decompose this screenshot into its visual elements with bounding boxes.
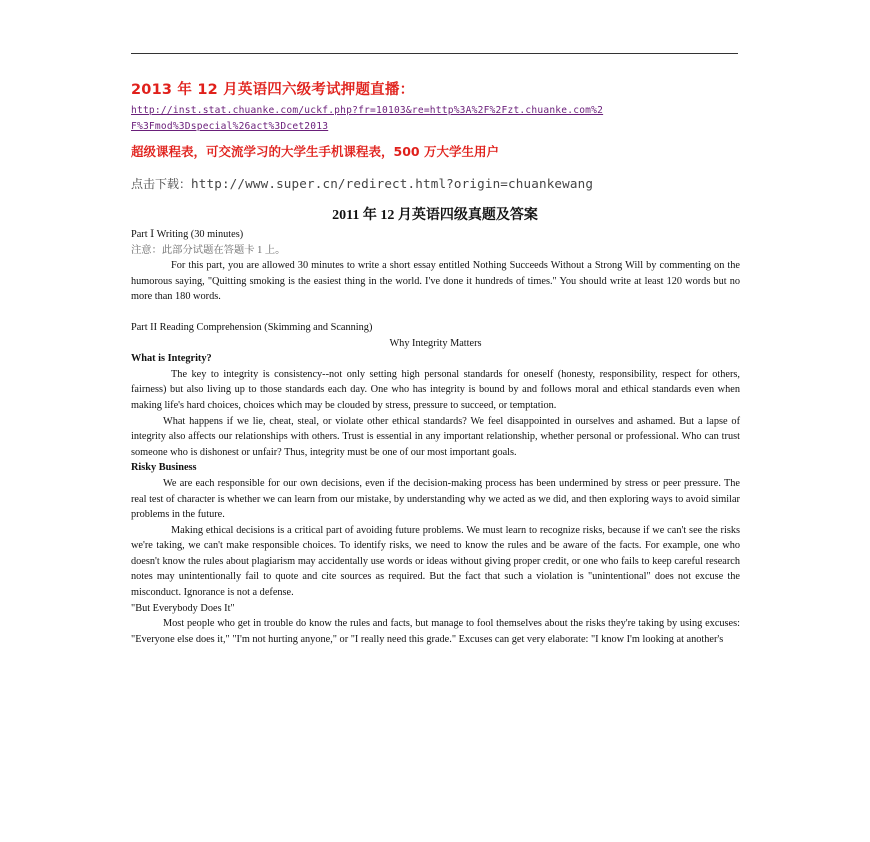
promo-app-line: 超级课程表，可交流学习的大学生手机课程表，500 万大学生用户	[131, 144, 499, 159]
part1-instruction: For this part, you are allowed 30 minutes to write a short essay entitled Nothing Succeeds Without a Strong Will by commenting on the humorous saying, "Quitting smoking is the easiest thing in the world. I've done it hundreds of times." You should write at least 120 words but no more than 180 words.	[131, 260, 740, 303]
download-line	[131, 175, 593, 192]
part1-heading: Part Ⅰ Writing (30 minutes)	[131, 229, 244, 240]
part1-note: 注意：此部分试题在答题卡 1 上。	[131, 244, 286, 256]
section1-paragraph-1: The key to integrity is consistency--not only setting high personal standards for oneself (honesty, responsibility, respect for others, fairness) but also living up to those standards each day. One who has integrity is bound by and follows moral and ethical standards even when making life's hard choices, choices which may be clouded by stress, pressure to succeed, or temptation.	[131, 368, 740, 411]
section2-paragraph-2: Making ethical decisions is a critical part of avoiding future problems. We must learn to recognize risks, because if we can't see the risks we're taking, we can't make responsible choices. To identify risks, we need to know the rules and be aware of the facts. For example, one who doesn't know the rules about plagiarism may accidentally use words or ideas without giving proper credit, or one who fails to keep careful research notes may unintentionally fail to quote and cite sources as required. But the fact that such a violation is "unintentional" does not excuse the misconduct. Ignorance is not a defense.	[131, 524, 740, 599]
promo-link-line-1[interactable]: http://inst.stat.chuanke.com/uckf.php?fr=10103&re=http%3A%2F%2Fzt.chuanke.com%2	[131, 105, 604, 116]
section3-paragraph-1: Most people who get in trouble do know the rules and facts, but manage to fool themselves about the risks they're taking by using excuses: "Everyone else does it," "I'm not hurting anyone," or "I really need this grade." Excuses can get very elaborate: "I know I'm looking at another's	[131, 618, 740, 645]
download-label: 点击下载：	[131, 177, 192, 191]
passage-title: Why Integrity Matters	[389, 337, 482, 349]
section1-paragraph-2: What happens if we lie, cheat, steal, or violate other ethical standards? We feel disappointed in ourselves and ashamed. But a lapse of integrity also affects our relationships with others. Trust is essential in any important relationship, whether personal or professional. Who can trust someone who is dishonest or unfair? Thus, integrity must be one of our most important goals.	[131, 415, 740, 458]
document-title: 2011 年 12 月英语四级真题及答案	[332, 208, 538, 223]
download-url[interactable]: http://www.super.cn/redirect.html?origin=chuankewang	[191, 176, 594, 191]
section1-heading: What is Integrity?	[131, 353, 212, 365]
section2-heading: Risky Business	[131, 462, 197, 474]
promo-link-line-2[interactable]: F%3Fmod%3Dspecial%26act%3Dcet2013	[131, 121, 329, 132]
part2-heading: Part II Reading Comprehension (Skimming and Scanning)	[131, 321, 373, 333]
section2-paragraph-1: We are each responsible for our own decisions, even if the decision-making process has been undermined by stress or peer pressure. The real test of character is whether we can learn from our mistake, by understanding why we acted as we did, and then exploring ways to avoid similar problems in the future.	[131, 477, 740, 521]
header-rule	[131, 53, 738, 54]
section3-heading: "But Everybody Does It"	[131, 602, 235, 614]
promo-headline: 2013 年 12 月英语四六级考试押题直播：	[131, 82, 415, 98]
document-body	[131, 227, 740, 647]
